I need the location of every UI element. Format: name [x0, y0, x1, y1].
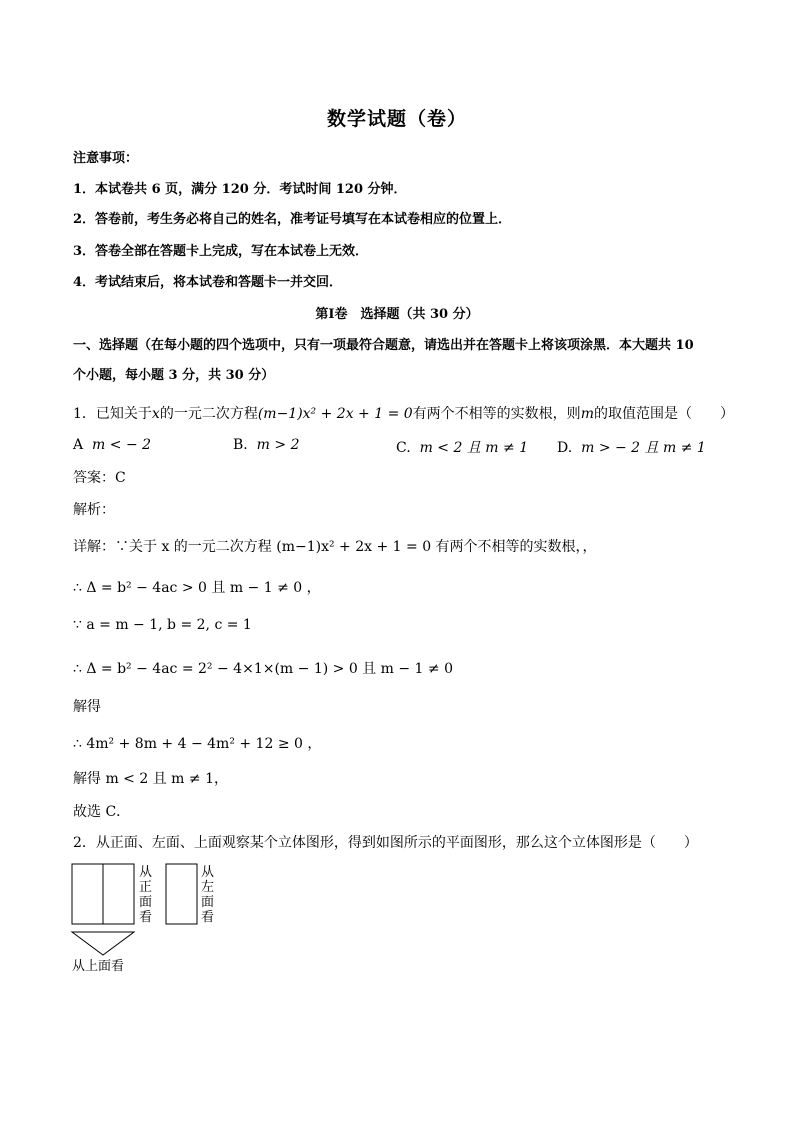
front-view-label-char: 面: [139, 895, 153, 910]
solution-step: ∴ Δ = b² − 4ac > 0 且 m − 1 ≠ 0 ，: [73, 580, 321, 596]
top-view-shape: [72, 932, 134, 955]
option-c: [396, 437, 528, 457]
note-item: 1．本试卷共 6 页，满分 120 分．考试时间 120 分钟．: [73, 182, 407, 197]
three-view-figure: [70, 862, 230, 974]
front-view-label-char: 正: [139, 880, 153, 895]
left-view-label-char: 面: [201, 895, 215, 910]
solution-step: 解得: [73, 699, 101, 715]
note-item: 4．考试结束后，将本试卷和答题卡一并交回．: [73, 275, 343, 290]
option-letter: C.: [396, 440, 411, 456]
solution-step: ∵ a = m − 1, b = 2, c = 1: [73, 617, 252, 633]
option-text: m < − 2: [92, 437, 152, 453]
stem-text: 有两个不相等的实数根，则: [412, 406, 581, 422]
front-view-label-char: 看: [139, 910, 153, 925]
option-b: [233, 437, 299, 453]
stem-var: m: [580, 406, 594, 422]
solution-step: 解得 m < 2 且 m ≠ 1，: [73, 771, 228, 787]
analysis-label: 解析：: [73, 502, 115, 518]
left-view-label-char: 从: [201, 865, 215, 880]
stem-text: 1．已知关于: [73, 406, 152, 422]
left-view-shape: [166, 864, 197, 924]
solution-step: ∴ 4m² + 8m + 4 − 4m² + 12 ≥ 0 ，: [73, 736, 322, 752]
option-d: [557, 437, 706, 457]
option-letter: D.: [557, 440, 573, 456]
answer-line: 答案：C: [73, 470, 126, 486]
note-item: 3．答卷全部在答题卡上完成，写在本试卷上无效．: [73, 244, 369, 259]
option-text: m < 2 且 m ≠ 1: [419, 440, 529, 456]
stem-equation: (m−1)x² + 2x + 1 = 0: [257, 406, 413, 422]
notes-heading: 注意事项：: [73, 151, 139, 166]
option-letter: A: [73, 437, 84, 453]
left-view-label-char: 左: [201, 880, 215, 895]
question-1-stem: [73, 403, 734, 423]
top-view-label: 从上面看: [72, 959, 125, 974]
part-title: 第Ⅰ卷 选择题（共 30 分）: [315, 307, 479, 322]
solution-step: ∴ Δ = b² − 4ac = 2² − 4×1×(m − 1) > 0 且 m − 1 ≠ 0: [73, 661, 453, 677]
front-view-label-char: 从: [139, 865, 153, 880]
section-heading: 一、选择题（在每小题的四个选项中，只有一项最符合题意，请选出并在答题卡上将该项涂黑．本大题共 10: [73, 338, 694, 353]
stem-text: 的一元二次方程: [159, 406, 258, 422]
option-letter: B.: [233, 437, 248, 453]
question-2-stem: 2．从正面、左面、上面观察某个立体图形，得到如图所示的平面图形，那么这个立体图形是（ ）: [73, 835, 698, 851]
stem-var: x: [151, 406, 160, 422]
detail-line: 详解：∵关于 x 的一元二次方程 (m−1)x² + 2x + 1 = 0 有两个不相等的实数根，，: [73, 539, 597, 555]
option-a: [73, 437, 151, 453]
section-heading-cont: 个小题，每小题 3 分，共 30 分）: [73, 368, 275, 383]
left-view-label-char: 看: [201, 910, 215, 925]
page-title: 数学试题（卷）: [326, 108, 467, 130]
note-item: 2．答卷前，考生务必将自己的姓名，准考证号填写在本试卷相应的位置上．: [73, 212, 512, 227]
option-text: m > 2: [256, 437, 300, 453]
stem-text: 的取值范围是（ ）: [593, 406, 734, 422]
conclusion: 故选 C．: [73, 804, 131, 820]
option-text: m > − 2 且 m ≠ 1: [581, 440, 706, 456]
